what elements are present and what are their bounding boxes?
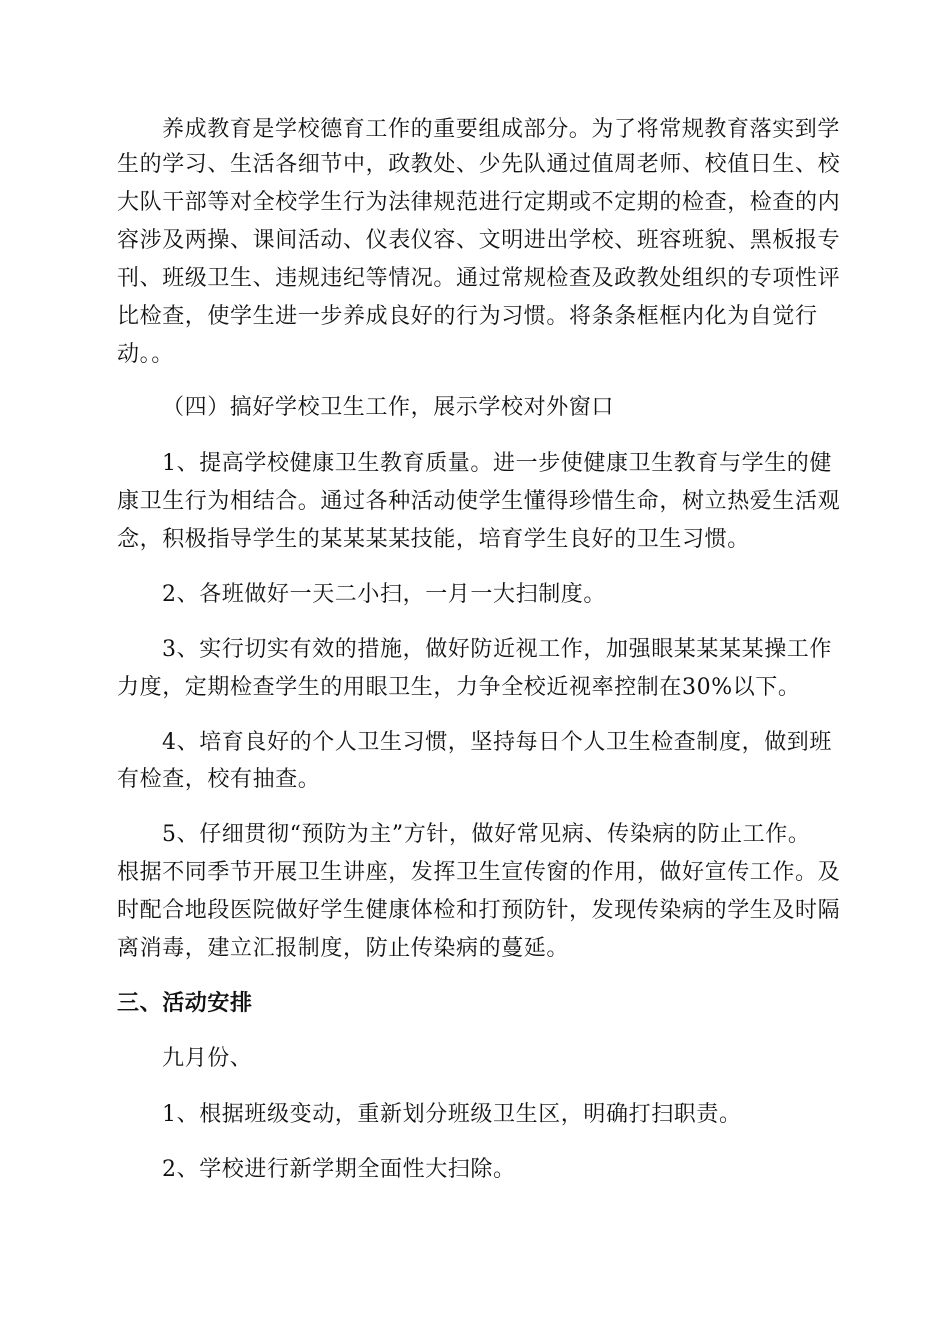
- section-heading: （四）搞好学校卫生工作，展示学校对外窗口: [162, 395, 615, 420]
- list-item-line: 1、提高学校健康卫生教育质量。进一步使健康卫生教育与学生的健: [162, 451, 832, 476]
- paragraph-line: 动。。: [117, 342, 174, 367]
- month-label: 九月份、: [162, 1046, 253, 1071]
- paragraph-line: 养成教育是学校德育工作的重要组成部分。为了将常规教育落实到学: [162, 117, 841, 142]
- list-item-line: 2、学校进行新学期全面性大扫除。: [162, 1157, 516, 1182]
- list-item-line: 2、各班做好一天二小扫，一月一大扫制度。: [162, 582, 606, 607]
- list-item-line: 离消毒，建立汇报制度，防止传染病的蔓延。: [117, 936, 570, 961]
- section-heading: 三、活动安排: [117, 991, 253, 1016]
- list-item-line: 3、实行切实有效的措施，做好防近视工作，加强眼某某某某操工作: [162, 637, 832, 662]
- list-item-line: 根据不同季节开展卫生讲座，发挥卫生宣传窗的作用，做好宣传工作。及: [117, 860, 841, 885]
- paragraph-line: 大队干部等对全校学生行为法律规范进行定期或不定期的检查，检查的内: [117, 190, 841, 215]
- paragraph-line: 容涉及两操、课间活动、仪表仪容、文明进出学校、班容班貌、黑板报专: [117, 228, 841, 253]
- list-item-line: 念，积极指导学生的某某某某技能，培育学生良好的卫生习惯。: [117, 527, 750, 552]
- list-item-line: 有检查，校有抽查。: [117, 767, 321, 792]
- paragraph-line: 比检查，使学生进一步养成良好的行为习惯。将条条框框内化为自觉行: [117, 304, 818, 329]
- list-item-line: 康卫生行为相结合。通过各种活动使学生懂得珍惜生命，树立热爱生活观: [117, 489, 841, 514]
- list-item-line: 4、培育良好的个人卫生习惯，坚持每日个人卫生检查制度，做到班: [162, 730, 832, 755]
- list-item-line: 时配合地段医院做好学生健康体检和打预防针，发现传染病的学生及时隔: [117, 898, 841, 923]
- list-item-line: 1、根据班级变动，重新划分班级卫生区，明确打扫职责。: [162, 1102, 742, 1127]
- list-item-line: 力度，定期检查学生的用眼卫生，力争全校近视率控制在30%以下。: [117, 675, 801, 700]
- paragraph-line: 刊、班级卫生、违规违纪等情况。通过常规检查及政教处组织的专项性评: [117, 266, 841, 291]
- list-item-line: 5、仔细贯彻“预防为主”方针，做好常见病、传染病的防止工作。: [162, 822, 811, 847]
- paragraph-line: 生的学习、生活各细节中，政教处、少先队通过值周老师、校值日生、校: [117, 152, 841, 177]
